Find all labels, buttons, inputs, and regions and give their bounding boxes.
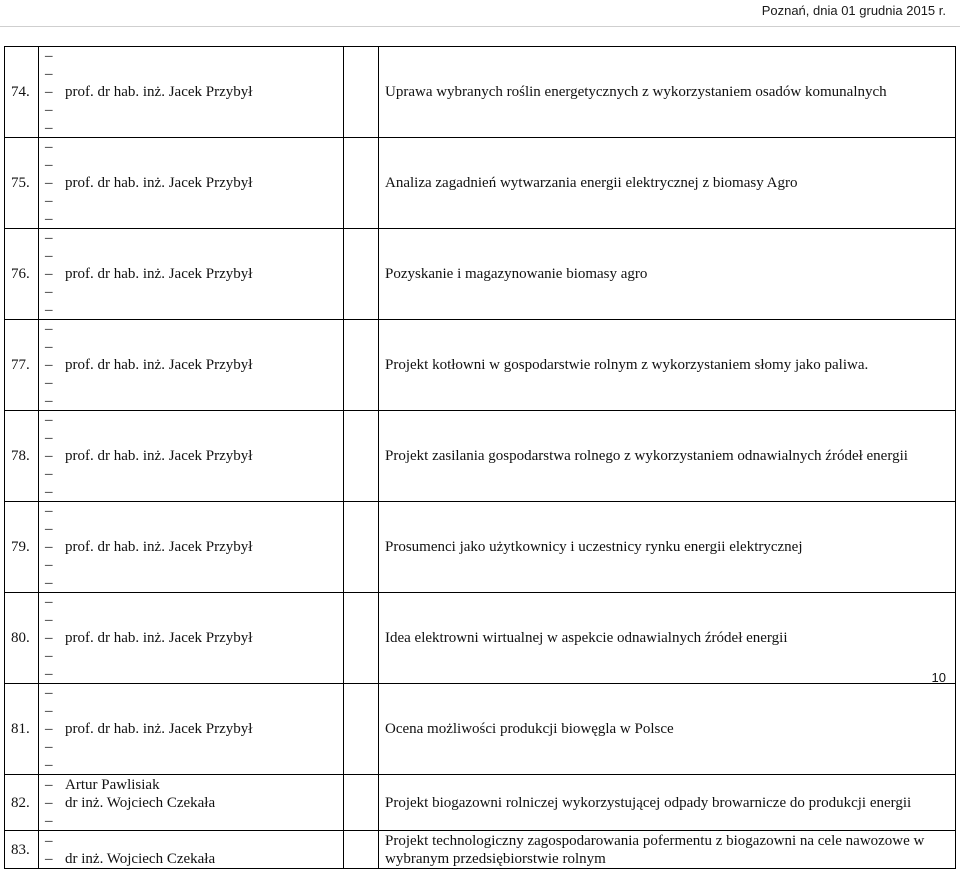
dash-line-empty bbox=[45, 502, 343, 520]
dash-bullet: – bbox=[45, 850, 53, 867]
dash-line-empty bbox=[45, 832, 343, 850]
spacer-cell bbox=[344, 320, 379, 411]
supervisor-name: dr inż. Wojciech Czekała bbox=[65, 850, 216, 867]
topic-number: 82. bbox=[5, 775, 39, 831]
dash-line bbox=[45, 794, 343, 812]
dash-bullet: – bbox=[45, 539, 53, 555]
spacer-cell bbox=[344, 47, 379, 138]
supervisor-cell bbox=[39, 831, 344, 869]
dash-line-empty bbox=[45, 665, 343, 683]
topic-number: 81. bbox=[5, 684, 39, 775]
dash-bullet: – bbox=[45, 248, 53, 264]
dash-bullet: – bbox=[45, 503, 53, 519]
dash-line-empty bbox=[45, 374, 343, 392]
dash-bullet: – bbox=[45, 412, 53, 428]
supervisor-cell bbox=[39, 593, 344, 684]
dash-bullet: – bbox=[45, 393, 53, 409]
dash-bullet: – bbox=[45, 139, 53, 155]
dash-line-empty bbox=[45, 738, 343, 756]
thesis-title: Pozyskanie i magazynowanie biomasy agro bbox=[379, 229, 956, 320]
dash-line bbox=[45, 776, 343, 794]
dash-line bbox=[45, 356, 343, 374]
spacer-cell bbox=[344, 229, 379, 320]
dash-line bbox=[45, 850, 343, 868]
supervisor-name: prof. dr hab. inż. Jacek Przybył bbox=[65, 721, 253, 737]
thesis-title: Uprawa wybranych roślin energetycznych z wykorzystaniem osadów komunalnych bbox=[379, 47, 956, 138]
supervisor-cell bbox=[39, 775, 344, 831]
dash-bullet: – bbox=[45, 321, 53, 337]
dash-bullet: – bbox=[45, 630, 53, 646]
dash-line bbox=[45, 174, 343, 192]
table-row bbox=[5, 138, 956, 229]
supervisor-cell bbox=[39, 411, 344, 502]
thesis-title: Projekt technologiczny zagospodarowania pofermentu z biogazowni na cele nawozowe w wybranym przedsiębiorstwie rolnym bbox=[379, 831, 956, 869]
dash-bullet: – bbox=[45, 685, 53, 701]
dash-line-empty bbox=[45, 812, 343, 830]
dash-bullet: – bbox=[45, 466, 53, 482]
dash-bullet: – bbox=[45, 448, 53, 464]
dash-line-empty bbox=[45, 593, 343, 611]
dash-line-empty bbox=[45, 138, 343, 156]
dash-bullet: – bbox=[45, 302, 53, 318]
dash-line-empty bbox=[45, 119, 343, 137]
dash-line-empty bbox=[45, 338, 343, 356]
dash-bullet: – bbox=[45, 794, 53, 811]
dash-bullet: – bbox=[45, 375, 53, 391]
dash-line-empty bbox=[45, 210, 343, 228]
dash-bullet: – bbox=[45, 521, 53, 537]
dash-bullet: – bbox=[45, 157, 53, 173]
dash-line-empty bbox=[45, 283, 343, 301]
dash-line bbox=[45, 265, 343, 283]
dash-line-empty bbox=[45, 574, 343, 592]
spacer-cell bbox=[344, 502, 379, 593]
supervisor-name: prof. dr hab. inż. Jacek Przybył bbox=[65, 84, 253, 100]
dash-bullet: – bbox=[45, 193, 53, 209]
supervisor-name: prof. dr hab. inż. Jacek Przybył bbox=[65, 175, 253, 191]
dash-line-empty bbox=[45, 556, 343, 574]
spacer-cell bbox=[344, 831, 379, 869]
dash-line-empty bbox=[45, 392, 343, 410]
table-row bbox=[5, 320, 956, 411]
dash-bullet: – bbox=[45, 594, 53, 610]
dash-bullet: – bbox=[45, 175, 53, 191]
dash-bullet: – bbox=[45, 703, 53, 719]
spacer-cell bbox=[344, 138, 379, 229]
supervisor-cell bbox=[39, 138, 344, 229]
dash-bullet: – bbox=[45, 284, 53, 300]
dash-bullet: – bbox=[45, 557, 53, 573]
dash-bullet: – bbox=[45, 612, 53, 628]
dash-line bbox=[45, 720, 343, 738]
dash-bullet: – bbox=[45, 812, 53, 829]
dash-bullet: – bbox=[45, 66, 53, 82]
supervisor-cell bbox=[39, 684, 344, 775]
thesis-title: Ocena możliwości produkcji biowęgla w Polsce bbox=[379, 684, 956, 775]
dash-bullet: – bbox=[45, 757, 53, 773]
table-row bbox=[5, 684, 956, 775]
thesis-title: Projekt kotłowni w gospodarstwie rolnym z wykorzystaniem słomy jako paliwa. bbox=[379, 320, 956, 411]
dash-line bbox=[45, 538, 343, 556]
supervisor-cell bbox=[39, 320, 344, 411]
thesis-topics-table bbox=[4, 46, 956, 869]
dash-bullet: – bbox=[45, 430, 53, 446]
table-row bbox=[5, 593, 956, 684]
dash-bullet: – bbox=[45, 832, 53, 849]
topic-number: 83. bbox=[5, 831, 39, 869]
dash-bullet: – bbox=[45, 721, 53, 737]
dash-line-empty bbox=[45, 192, 343, 210]
topic-number: 79. bbox=[5, 502, 39, 593]
dash-line bbox=[45, 629, 343, 647]
topic-number: 78. bbox=[5, 411, 39, 502]
dash-bullet: – bbox=[45, 666, 53, 682]
thesis-title: Idea elektrowni wirtualnej w aspekcie odnawialnych źródeł energii bbox=[379, 593, 956, 684]
supervisor-name: dr inż. Wojciech Czekała bbox=[65, 794, 216, 811]
dash-line-empty bbox=[45, 411, 343, 429]
dash-line-empty bbox=[45, 65, 343, 83]
dash-bullet: – bbox=[45, 648, 53, 664]
dash-bullet: – bbox=[45, 120, 53, 136]
dash-bullet: – bbox=[45, 739, 53, 755]
thesis-title: Prosumenci jako użytkownicy i uczestnicy rynku energii elektrycznej bbox=[379, 502, 956, 593]
supervisor-name: prof. dr hab. inż. Jacek Przybył bbox=[65, 266, 253, 282]
dash-bullet: – bbox=[45, 102, 53, 118]
dash-line-empty bbox=[45, 320, 343, 338]
dash-line-empty bbox=[45, 301, 343, 319]
dash-bullet: – bbox=[45, 776, 53, 793]
dash-line bbox=[45, 83, 343, 101]
dash-bullet: – bbox=[45, 266, 53, 282]
spacer-cell bbox=[344, 593, 379, 684]
thesis-title: Projekt biogazowni rolniczej wykorzystującej odpady browarnicze do produkcji energii bbox=[379, 775, 956, 831]
dash-line-empty bbox=[45, 229, 343, 247]
dash-line-empty bbox=[45, 684, 343, 702]
dash-bullet: – bbox=[45, 230, 53, 246]
header-divider bbox=[0, 26, 960, 27]
topic-number: 80. bbox=[5, 593, 39, 684]
dash-line-empty bbox=[45, 101, 343, 119]
dash-line-empty bbox=[45, 611, 343, 629]
dash-line-empty bbox=[45, 247, 343, 265]
table-row bbox=[5, 831, 956, 869]
spacer-cell bbox=[344, 684, 379, 775]
dash-bullet: – bbox=[45, 84, 53, 100]
spacer-cell bbox=[344, 411, 379, 502]
topic-number: 77. bbox=[5, 320, 39, 411]
topic-number: 75. bbox=[5, 138, 39, 229]
topic-number: 76. bbox=[5, 229, 39, 320]
dash-line-empty bbox=[45, 756, 343, 774]
document-header-date: Poznań, dnia 01 grudnia 2015 r. bbox=[761, 3, 946, 18]
table-row bbox=[5, 411, 956, 502]
dash-bullet: – bbox=[45, 211, 53, 227]
table-row bbox=[5, 775, 956, 831]
dash-line-empty bbox=[45, 156, 343, 174]
thesis-title: Projekt zasilania gospodarstwa rolnego z wykorzystaniem odnawialnych źródeł energii bbox=[379, 411, 956, 502]
dash-line-empty bbox=[45, 702, 343, 720]
thesis-title: Analiza zagadnień wytwarzania energii elektrycznej z biomasy Agro bbox=[379, 138, 956, 229]
page-number: 10 bbox=[931, 670, 946, 685]
supervisor-name: prof. dr hab. inż. Jacek Przybył bbox=[65, 357, 253, 373]
dash-line-empty bbox=[45, 429, 343, 447]
dash-line-empty bbox=[45, 520, 343, 538]
dash-line-empty bbox=[45, 483, 343, 501]
dash-line-empty bbox=[45, 647, 343, 665]
spacer-cell bbox=[344, 775, 379, 831]
dash-line-empty bbox=[45, 465, 343, 483]
supervisor-name: Artur Pawlisiak bbox=[65, 776, 160, 793]
dash-line bbox=[45, 447, 343, 465]
table-row bbox=[5, 502, 956, 593]
dash-bullet: – bbox=[45, 575, 53, 591]
dash-bullet: – bbox=[45, 357, 53, 373]
table-row bbox=[5, 229, 956, 320]
supervisor-cell bbox=[39, 502, 344, 593]
supervisor-cell bbox=[39, 229, 344, 320]
supervisor-name: prof. dr hab. inż. Jacek Przybył bbox=[65, 448, 253, 464]
supervisor-name: prof. dr hab. inż. Jacek Przybył bbox=[65, 630, 253, 646]
topic-number: 74. bbox=[5, 47, 39, 138]
dash-bullet: – bbox=[45, 484, 53, 500]
supervisor-cell bbox=[39, 47, 344, 138]
dash-bullet: – bbox=[45, 339, 53, 355]
supervisor-name: prof. dr hab. inż. Jacek Przybył bbox=[65, 539, 253, 555]
table-row bbox=[5, 47, 956, 138]
dash-line-empty bbox=[45, 47, 343, 65]
dash-bullet: – bbox=[45, 48, 53, 64]
